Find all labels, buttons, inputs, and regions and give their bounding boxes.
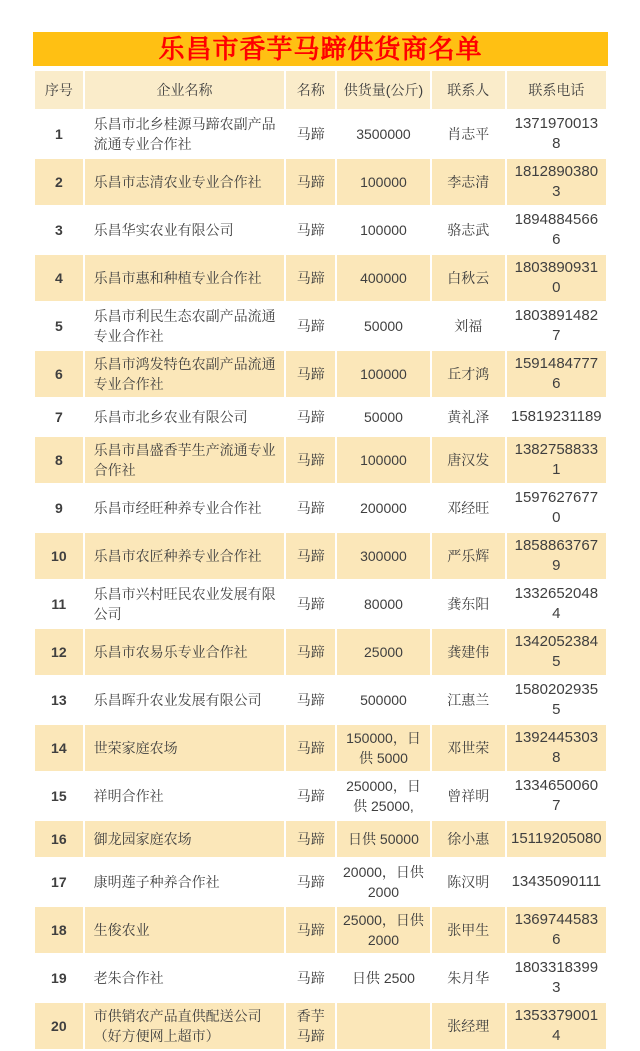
- cell-product: 马蹄: [286, 773, 335, 819]
- cell-company: 乐昌晖升农业发展有限公司: [85, 677, 285, 723]
- table-row: [35, 485, 606, 531]
- cell-supply: 日供 50000: [337, 821, 430, 857]
- cell-contact: 龚东阳: [432, 581, 505, 627]
- cell-phone: 15802029355: [507, 677, 606, 723]
- cell-no: 19: [35, 955, 83, 1001]
- cell-company: 乐昌市农易乐专业合作社: [85, 629, 285, 675]
- cell-product: 马蹄: [286, 111, 335, 157]
- cell-no: 9: [35, 485, 83, 531]
- cell-contact: 邓世荣: [432, 725, 505, 771]
- cell-no: 6: [35, 351, 83, 397]
- cell-contact: 江惠兰: [432, 677, 505, 723]
- cell-contact: 严乐辉: [432, 533, 505, 579]
- cell-contact: 白秋云: [432, 255, 505, 301]
- cell-phone: 18038909310: [507, 255, 606, 301]
- cell-no: 12: [35, 629, 83, 675]
- cell-phone: 13533790014: [507, 1003, 606, 1049]
- cell-product: 马蹄: [286, 159, 335, 205]
- table-row: [35, 581, 606, 627]
- table-row: [35, 1003, 606, 1049]
- cell-product: 马蹄: [286, 859, 335, 905]
- cell-contact: 张甲生: [432, 907, 505, 953]
- cell-phone: 13924453038: [507, 725, 606, 771]
- header-product: 名称: [286, 71, 335, 109]
- cell-company: 老朱合作社: [85, 955, 285, 1001]
- table-row: [35, 907, 606, 953]
- cell-phone: 18588637679: [507, 533, 606, 579]
- cell-product: 马蹄: [286, 207, 335, 253]
- table-row: [35, 159, 606, 205]
- supplier-sheet: [33, 32, 608, 1051]
- cell-supply: 100000: [337, 207, 430, 253]
- header-supply: 供货量(公斤): [337, 71, 430, 109]
- cell-company: 乐昌市北乡农业有限公司: [85, 399, 285, 435]
- cell-no: 13: [35, 677, 83, 723]
- cell-company: 乐昌华实农业有限公司: [85, 207, 285, 253]
- cell-company: 生俊农业: [85, 907, 285, 953]
- table-row: [35, 629, 606, 675]
- cell-company: 康明莲子种养合作社: [85, 859, 285, 905]
- cell-supply: 25000，日供 2000: [337, 907, 430, 953]
- cell-contact: 唐汉发: [432, 437, 505, 483]
- cell-no: 15: [35, 773, 83, 819]
- table-row: [35, 111, 606, 157]
- cell-phone: 15119205080: [507, 821, 606, 857]
- cell-company: 乐昌市昌盛香芋生产流通专业合作社: [85, 437, 285, 483]
- cell-no: 7: [35, 399, 83, 435]
- cell-supply: 日供 2500: [337, 955, 430, 1001]
- cell-phone: 13719700138: [507, 111, 606, 157]
- header-contact: 联系人: [432, 71, 505, 109]
- cell-company: 乐昌市鸿发特色农副产品流通专业合作社: [85, 351, 285, 397]
- cell-product: 马蹄: [286, 533, 335, 579]
- cell-phone: 13435090111: [507, 859, 606, 905]
- cell-company: 御龙园家庭农场: [85, 821, 285, 857]
- cell-phone: 15976276770: [507, 485, 606, 531]
- cell-supply: 50000: [337, 399, 430, 435]
- cell-no: 16: [35, 821, 83, 857]
- cell-phone: 13346500607: [507, 773, 606, 819]
- cell-contact: 李志清: [432, 159, 505, 205]
- supplier-rows: [35, 111, 606, 1049]
- cell-product: 香芋马蹄: [286, 1003, 335, 1049]
- table-row: [35, 207, 606, 253]
- cell-phone: 18128903803: [507, 159, 606, 205]
- cell-product: 马蹄: [286, 629, 335, 675]
- cell-contact: 朱月华: [432, 955, 505, 1001]
- cell-contact: 曾祥明: [432, 773, 505, 819]
- cell-no: 17: [35, 859, 83, 905]
- table-row: [35, 955, 606, 1001]
- cell-phone: 13827588331: [507, 437, 606, 483]
- cell-company: 祥明合作社: [85, 773, 285, 819]
- cell-supply: 25000: [337, 629, 430, 675]
- cell-phone: 13326520484: [507, 581, 606, 627]
- cell-product: 马蹄: [286, 725, 335, 771]
- cell-no: 2: [35, 159, 83, 205]
- cell-phone: 13420523845: [507, 629, 606, 675]
- cell-supply: 100000: [337, 437, 430, 483]
- header-company: 企业名称: [85, 71, 285, 109]
- cell-no: 1: [35, 111, 83, 157]
- cell-contact: 刘福: [432, 303, 505, 349]
- supplier-table: [33, 69, 608, 1051]
- cell-product: 马蹄: [286, 907, 335, 953]
- cell-contact: 张经理: [432, 1003, 505, 1049]
- header-row: [35, 71, 606, 109]
- cell-supply: 80000: [337, 581, 430, 627]
- cell-supply: [337, 1003, 430, 1049]
- cell-supply: 100000: [337, 351, 430, 397]
- cell-product: 马蹄: [286, 955, 335, 1001]
- cell-contact: 肖志平: [432, 111, 505, 157]
- cell-phone: 18033183993: [507, 955, 606, 1001]
- table-row: [35, 255, 606, 301]
- cell-company: 乐昌市利民生态农副产品流通专业合作社: [85, 303, 285, 349]
- cell-product: 马蹄: [286, 303, 335, 349]
- table-row: [35, 773, 606, 819]
- cell-supply: 150000，日供 5000: [337, 725, 430, 771]
- cell-supply: 400000: [337, 255, 430, 301]
- cell-supply: 200000: [337, 485, 430, 531]
- cell-no: 11: [35, 581, 83, 627]
- table-row: [35, 533, 606, 579]
- table-row: [35, 821, 606, 857]
- table-row: [35, 399, 606, 435]
- cell-company: 市供销农产品直供配送公司（好方便网上超市）: [85, 1003, 285, 1049]
- cell-contact: 骆志武: [432, 207, 505, 253]
- cell-company: 乐昌市惠和种植专业合作社: [85, 255, 285, 301]
- cell-no: 4: [35, 255, 83, 301]
- cell-phone: 18948845666: [507, 207, 606, 253]
- cell-contact: 龚建伟: [432, 629, 505, 675]
- cell-company: 乐昌市北乡桂源马蹄农副产品流通专业合作社: [85, 111, 285, 157]
- cell-supply: 500000: [337, 677, 430, 723]
- cell-product: 马蹄: [286, 821, 335, 857]
- cell-contact: 丘才鸿: [432, 351, 505, 397]
- table-row: [35, 725, 606, 771]
- cell-product: 马蹄: [286, 677, 335, 723]
- cell-phone: 18038914827: [507, 303, 606, 349]
- cell-no: 3: [35, 207, 83, 253]
- cell-supply: 50000: [337, 303, 430, 349]
- table-row: [35, 351, 606, 397]
- cell-company: 乐昌市志清农业专业合作社: [85, 159, 285, 205]
- cell-contact: 徐小惠: [432, 821, 505, 857]
- table-row: [35, 859, 606, 905]
- cell-product: 马蹄: [286, 437, 335, 483]
- cell-product: 马蹄: [286, 399, 335, 435]
- cell-contact: 黄礼泽: [432, 399, 505, 435]
- table-row: [35, 677, 606, 723]
- cell-phone: 15914847776: [507, 351, 606, 397]
- cell-company: 世荣家庭农场: [85, 725, 285, 771]
- table-row: [35, 303, 606, 349]
- page-title: 乐昌市香芋马蹄供货商名单: [33, 32, 608, 66]
- cell-contact: 邓经旺: [432, 485, 505, 531]
- cell-contact: 陈汉明: [432, 859, 505, 905]
- cell-supply: 3500000: [337, 111, 430, 157]
- cell-company: 乐昌市兴村旺民农业发展有限公司: [85, 581, 285, 627]
- cell-product: 马蹄: [286, 255, 335, 301]
- cell-product: 马蹄: [286, 485, 335, 531]
- cell-no: 20: [35, 1003, 83, 1049]
- table-row: [35, 437, 606, 483]
- cell-no: 18: [35, 907, 83, 953]
- cell-no: 14: [35, 725, 83, 771]
- cell-company: 乐昌市农匠种养专业合作社: [85, 533, 285, 579]
- header-no: 序号: [35, 71, 83, 109]
- cell-product: 马蹄: [286, 351, 335, 397]
- cell-no: 10: [35, 533, 83, 579]
- header-phone: 联系电话: [507, 71, 606, 109]
- cell-product: 马蹄: [286, 581, 335, 627]
- cell-company: 乐昌市经旺种养专业合作社: [85, 485, 285, 531]
- cell-phone: 13697445836: [507, 907, 606, 953]
- cell-supply: 20000，日供 2000: [337, 859, 430, 905]
- cell-supply: 250000，日供 25000,: [337, 773, 430, 819]
- cell-supply: 300000: [337, 533, 430, 579]
- cell-supply: 100000: [337, 159, 430, 205]
- cell-no: 8: [35, 437, 83, 483]
- cell-phone: 15819231189: [507, 399, 606, 435]
- cell-no: 5: [35, 303, 83, 349]
